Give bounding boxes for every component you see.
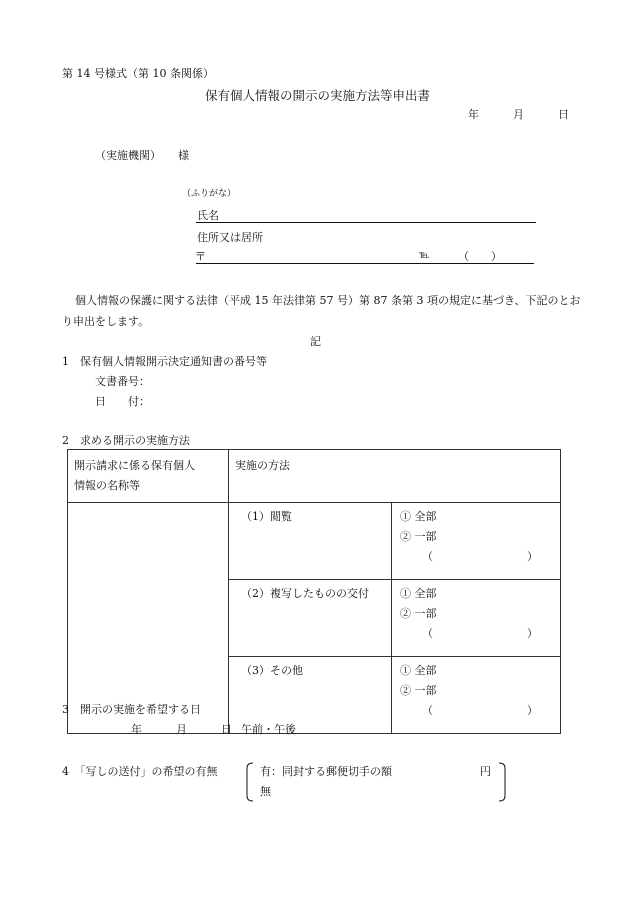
method-cell [229,657,392,734]
tel-label: ℡ [419,250,430,261]
preferred-year-label: 年 [131,723,142,736]
postal-mark: 〒 [195,250,206,263]
paren-close: ） [527,627,538,640]
copy-delivery-no[interactable]: 無 [260,785,271,798]
date-year-label: 年 [468,108,479,121]
option-all[interactable]: ① 全部 [400,664,437,677]
method-cell [229,580,392,657]
disclosure-method-table [67,449,561,734]
paren-open: （ [422,627,433,640]
method-options-cell [392,657,561,734]
name-line[interactable] [196,222,536,223]
ampm-choice[interactable]: 午前・午後 [241,723,296,736]
option-part[interactable]: ② 一部 [400,684,437,697]
method-cell [229,503,392,580]
header-method-label: 実施の方法 [235,459,290,472]
preferred-day-label: 日 [221,723,232,736]
address-line[interactable] [196,263,534,264]
option-all[interactable]: ① 全部 [400,510,437,523]
option-part-detail[interactable] [400,551,552,571]
left-brace-icon [244,762,254,802]
copy-delivery-yes[interactable]: 有：同封する郵便切手の額 [260,765,392,778]
method-name: （1）閲覧 [241,510,292,523]
section3-heading: 3 開示の実施を希望する日 [62,703,201,716]
option-part-detail[interactable] [400,705,552,725]
option-part[interactable]: ② 一部 [400,530,437,543]
method-name: （3）その他 [241,664,303,677]
method-options-cell [392,580,561,657]
date-month-label: 月 [513,108,524,121]
option-part-detail[interactable] [400,628,552,648]
section4-heading: 4 「写しの送付」の希望の有無 [62,765,218,778]
doc-number-label: 文書番号： [95,375,150,388]
address-label: 住所又は居所 [197,231,263,244]
header-info-name-line2: 情報の名称等 [74,479,140,492]
furigana-label: （ふりがな） [182,189,237,199]
right-brace-icon [498,762,508,802]
option-all[interactable]: ① 全部 [400,587,437,600]
name-label: 氏名 [197,209,219,222]
paren-close: ） [527,704,538,717]
paren-open: （ [422,704,433,717]
intro-text-line2: り申出をします。 [62,315,150,328]
paren-close: ） [527,550,538,563]
info-name-cell[interactable] [68,503,229,734]
addressee-honorific: 様 [178,149,189,162]
section1-heading: 1 保有個人情報開示決定通知書の番号等 [62,355,267,368]
header-method [229,450,561,503]
header-info-name-line1: 開示請求に係る保有個人 [74,459,195,472]
intro-text-line1: 個人情報の保護に関する法律（平成 15 年法律第 57 号）第 87 条第 3 項の規定に基づき、下記のとお [75,294,581,307]
method-options-cell [392,503,561,580]
section2-heading: 2 求める開示の実施方法 [62,434,190,447]
header-info-name [68,450,229,503]
paren-open: （ [422,550,433,563]
page-title: 保有個人情報の開示の実施方法等申出書 [205,88,431,103]
date-day-label: 日 [558,108,569,121]
doc-date-label: 日 付： [95,395,150,408]
preferred-month-label: 月 [176,723,187,736]
method-name: （2）複写したものの交付 [241,587,369,600]
addressee-agency: （実施機関） [95,149,161,162]
yen-label: 円 [480,765,491,778]
option-part[interactable]: ② 一部 [400,607,437,620]
tel-parens: （ ） [458,250,502,263]
form-number: 第 14 号様式（第 10 条関係） [62,67,214,80]
ki-label: 記 [310,335,321,348]
